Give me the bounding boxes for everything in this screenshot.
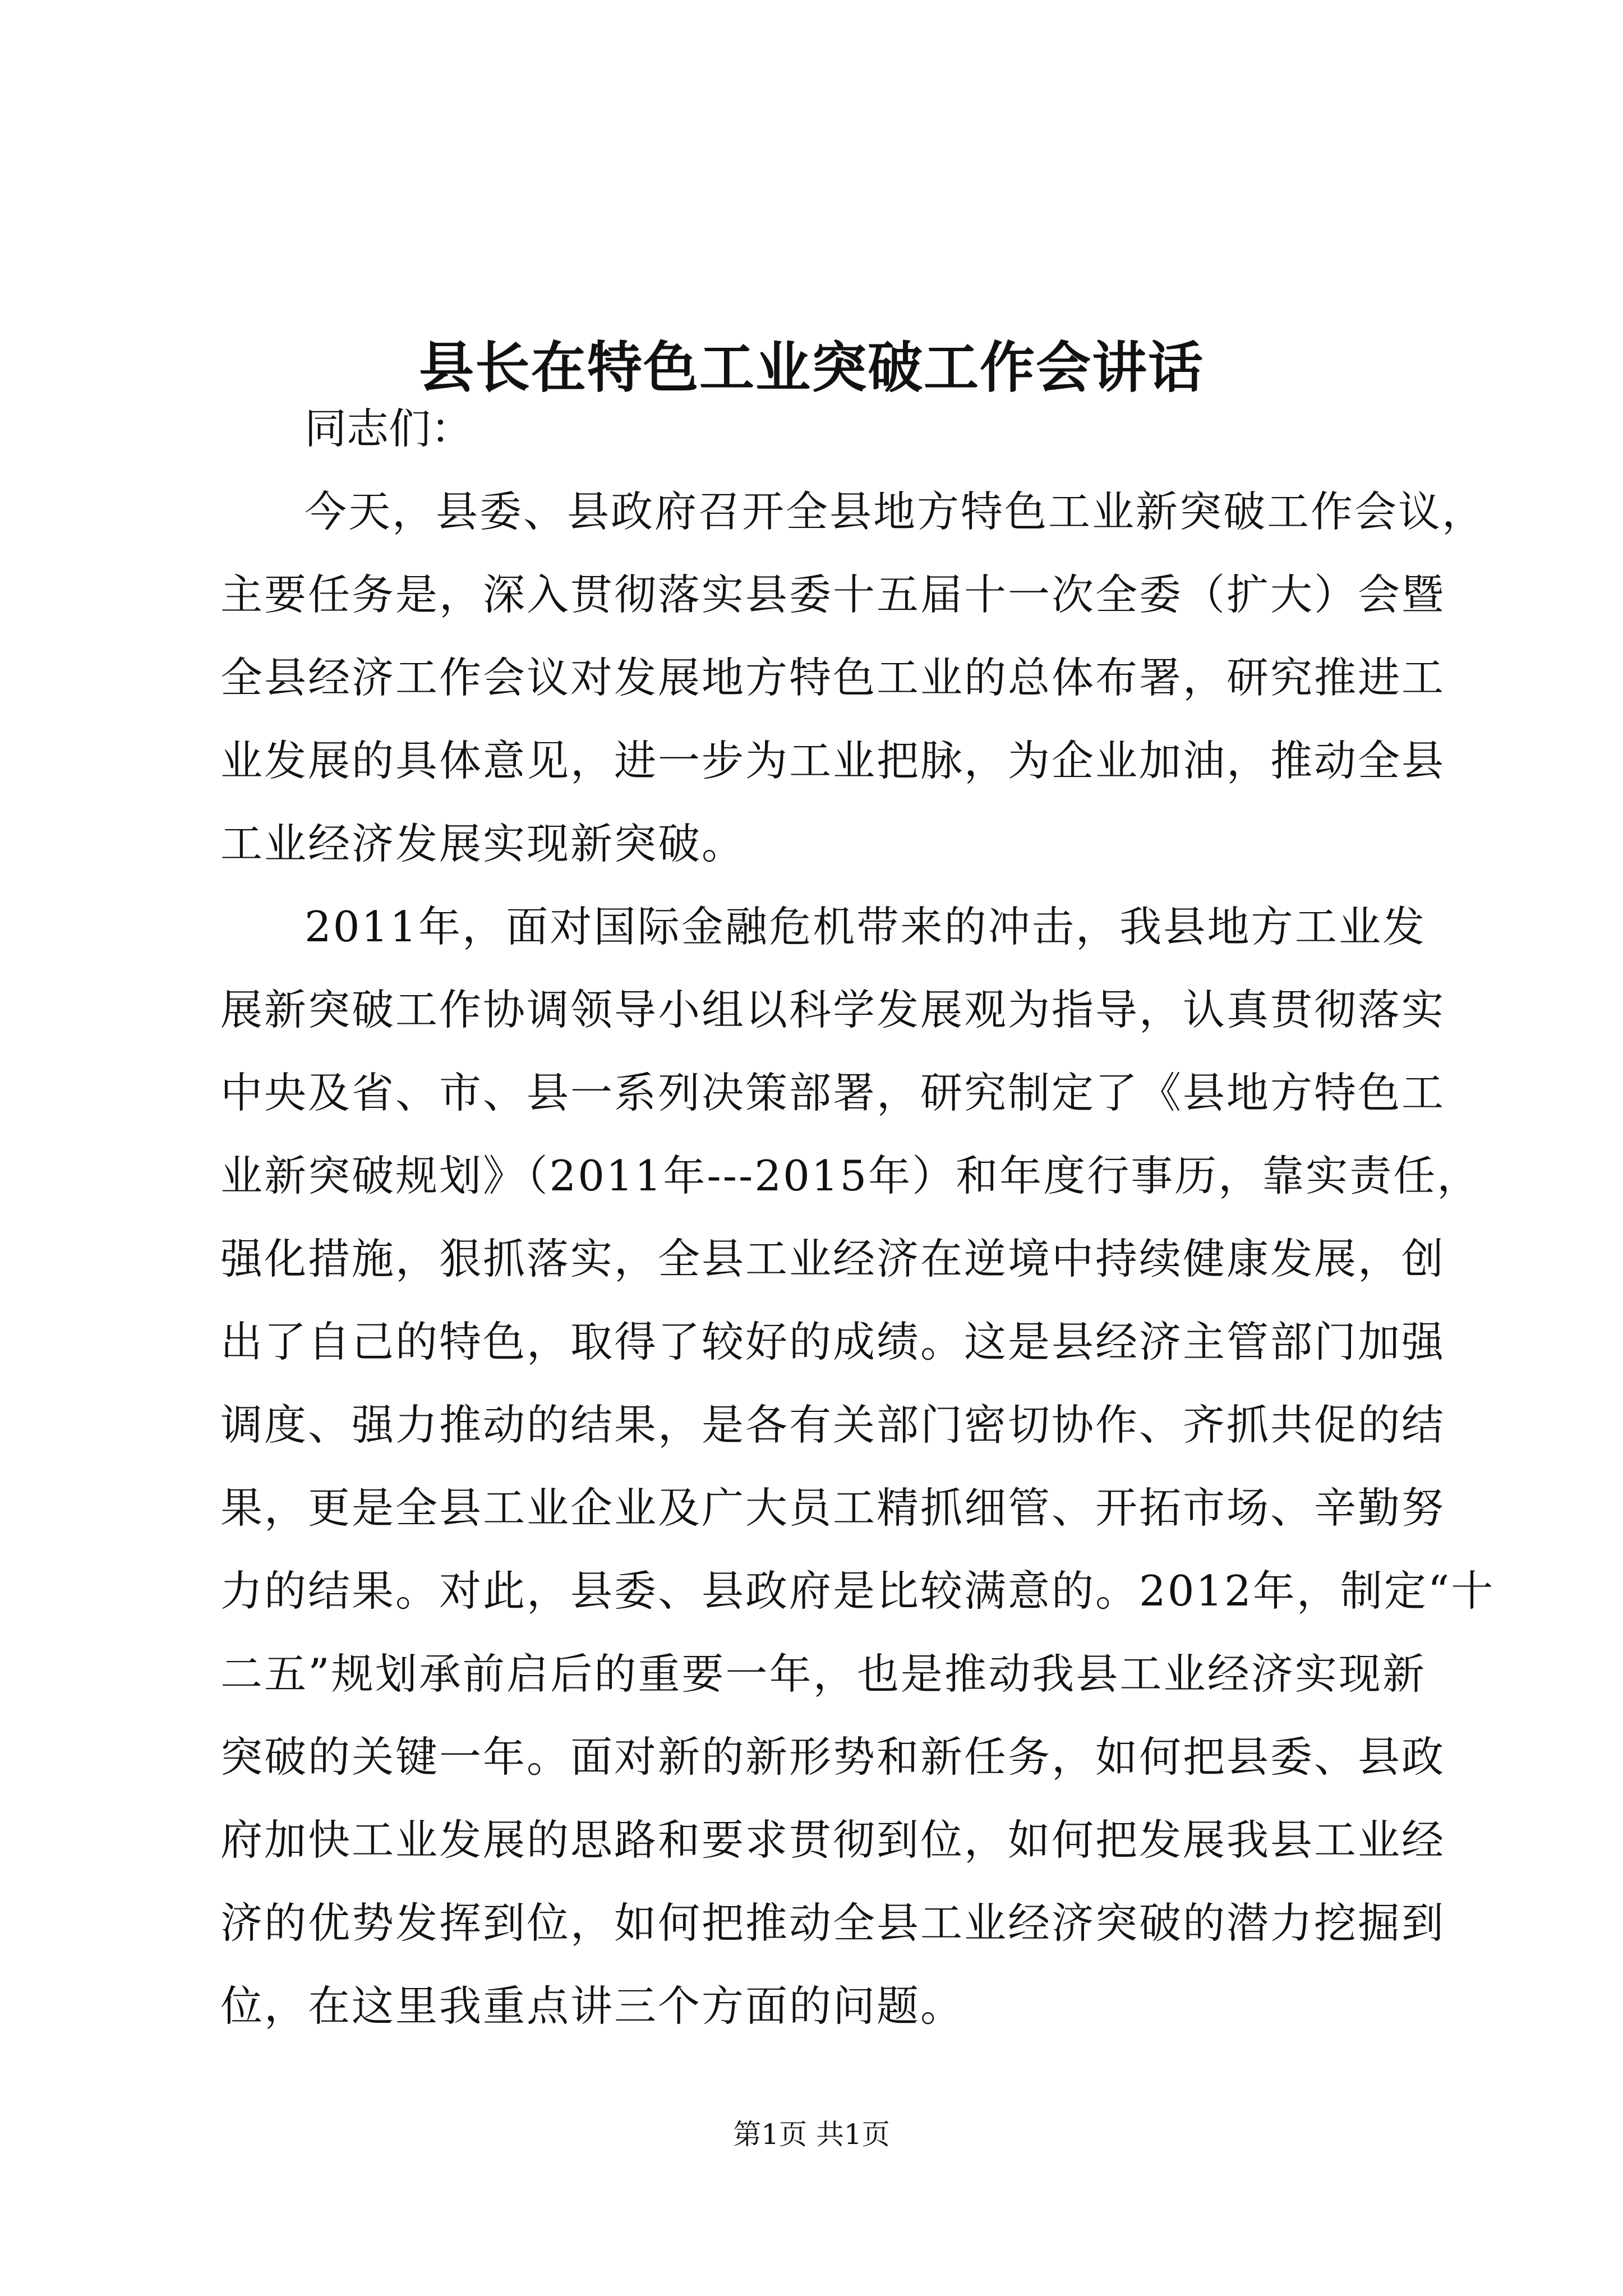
text-line: 济的优势发挥到位，如何把推动全县工业经济突破的潜力挖掘到 bbox=[220, 1898, 1446, 1948]
text-line: 展新突破工作协调领导小组以科学发展观为指导，认真贯彻落实 bbox=[220, 985, 1446, 1034]
text-line: 业新突破规划》（2011年---2015年）和年度行事历，靠实责任， bbox=[220, 1151, 1481, 1200]
document-body bbox=[220, 387, 1495, 2047]
salutation: 同志们： bbox=[305, 404, 473, 453]
page-footer: 第1页 共1页 bbox=[733, 2118, 890, 2151]
text-line: 今天，县委、县政府召开全县地方特色工业新突破工作会议， bbox=[305, 487, 1486, 536]
text-line: 主要任务是，深入贯彻落实县委十五届十一次全委（扩大）会暨 bbox=[220, 570, 1446, 619]
text-line: 二五”规划承前启后的重要一年，也是推动我县工业经济实现新 bbox=[220, 1649, 1426, 1699]
paragraph-2 bbox=[220, 885, 1495, 2047]
document-title: 县长在特色工业突破工作会讲话 bbox=[418, 335, 1204, 400]
text-line: 强化措施，狠抓落实，全县工业经济在逆境中持续健康发展，创 bbox=[220, 1234, 1446, 1283]
text-line: 业发展的具体意见，进一步为工业把脉，为企业加油，推动全县 bbox=[220, 736, 1446, 785]
text-line: 全县经济工作会议对发展地方特色工业的总体布署，研究推进工 bbox=[220, 653, 1446, 702]
text-line: 工业经济发展实现新突破。 bbox=[220, 819, 746, 868]
text-line: 力的结果。对此，县委、县政府是比较满意的。2012年，制定“十 bbox=[220, 1566, 1495, 1616]
text-line: 位，在这里我重点讲三个方面的问题。 bbox=[220, 1981, 965, 2031]
text-line: 调度、强力推动的结果，是各有关部门密切协作、齐抓共促的结 bbox=[220, 1400, 1446, 1450]
text-line: 果，更是全县工业企业及广大员工精抓细管、开拓市场、辛勤努 bbox=[220, 1483, 1446, 1533]
text-line: 2011年，面对国际金融危机带来的冲击，我县地方工业发 bbox=[305, 902, 1426, 951]
text-line: 中央及省、市、县一系列决策部署，研究制定了《县地方特色工 bbox=[220, 1068, 1446, 1117]
text-line: 出了自己的特色，取得了较好的成绩。这是县经济主管部门加强 bbox=[220, 1317, 1446, 1366]
text-line: 突破的关键一年。面对新的新形势和新任务，如何把县委、县政 bbox=[220, 1732, 1446, 1782]
text-line: 府加快工业发展的思路和要求贯彻到位，如何把发展我县工业经 bbox=[220, 1815, 1446, 1865]
paragraph-1 bbox=[220, 470, 1486, 885]
